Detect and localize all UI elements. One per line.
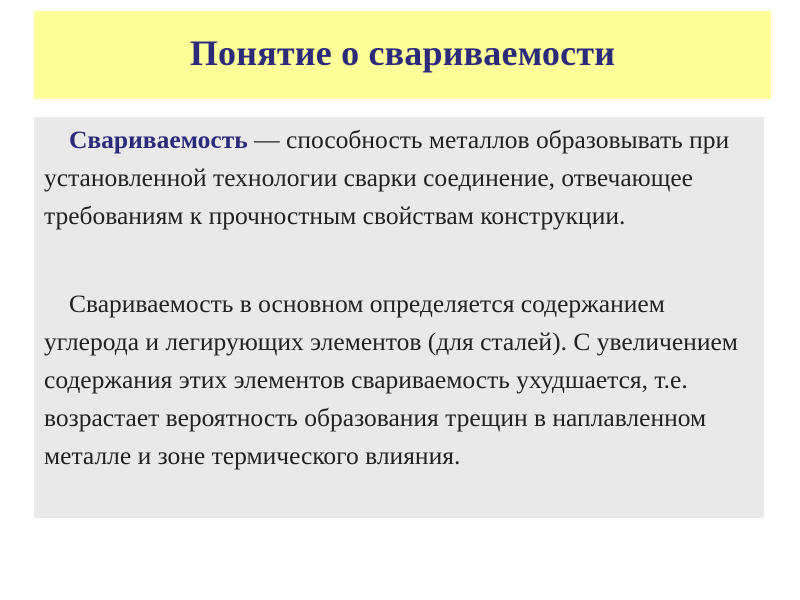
title-banner (34, 11, 771, 99)
content-box (34, 117, 764, 518)
definition-paragraph (44, 121, 762, 235)
explanation-paragraph: Свариваемость в основном определяется содержанием углерода и легирующих элементов (для сталей). С увеличением содержания этих элементов свариваемость ухудшается, т.е. возрастает вероятность образования трещин в наплавленном металле и зоне термического влияния. (44, 289, 738, 470)
slide-title: Понятие о свариваемости (189, 33, 616, 73)
definition-term: Свариваемость (69, 125, 248, 154)
definition-text: — способность металлов образовывать при установленной технологии сварки соединение, отвечающее требованиям к прочностным свойствам конструкции. (44, 125, 730, 230)
